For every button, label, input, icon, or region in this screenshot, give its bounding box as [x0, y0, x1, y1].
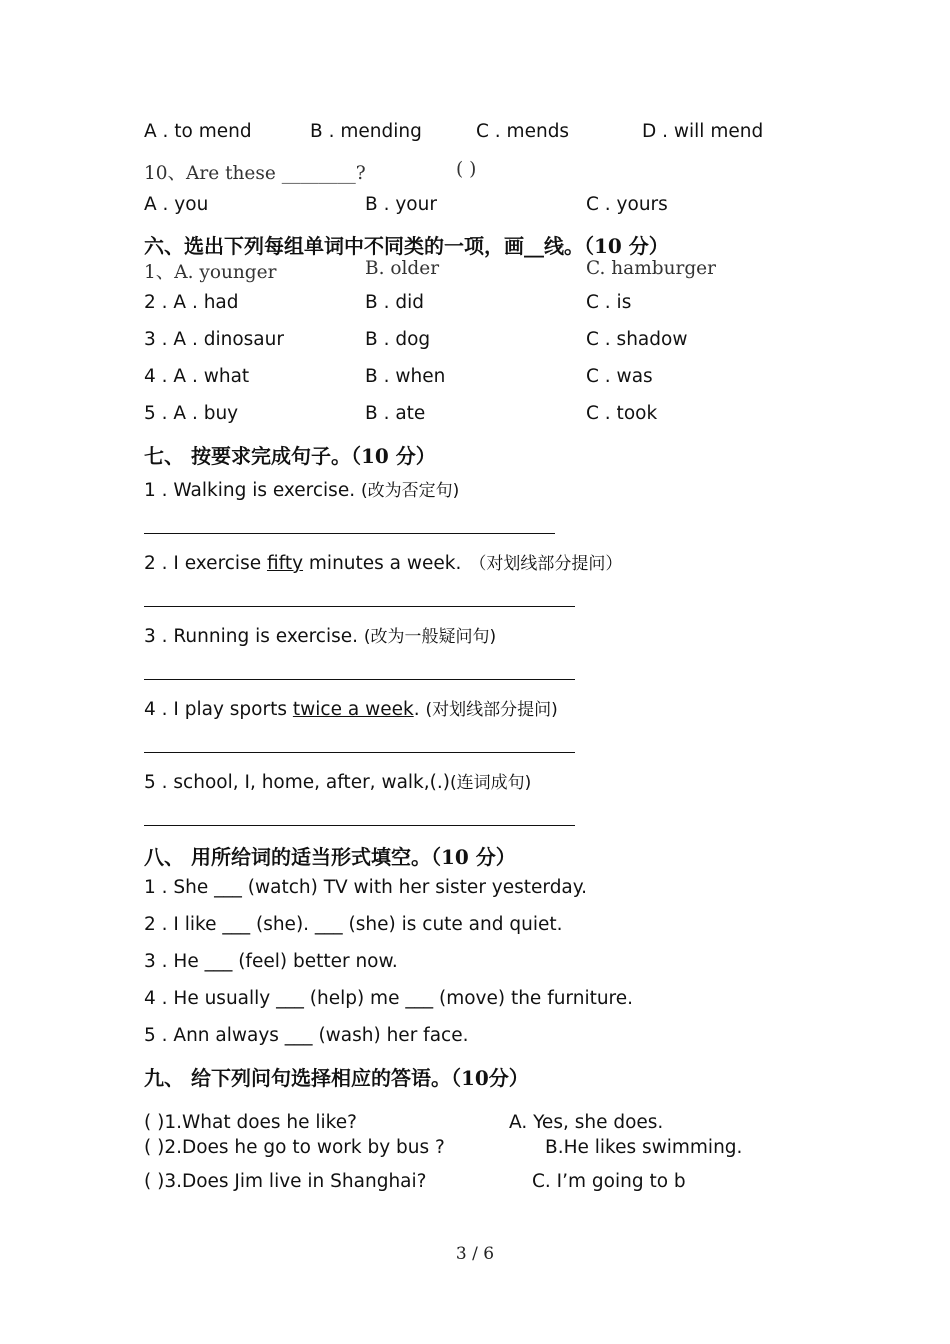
s7-q2-post: minutes a week.: [303, 553, 462, 574]
s7-q4-answer-line: [144, 752, 575, 753]
page-number: 3 / 6: [455, 1244, 495, 1264]
s7-q3-answer-line: [144, 679, 575, 680]
q9-option-c: C . mends: [476, 121, 570, 142]
s6-row2-a: 2 . A . had: [144, 292, 239, 313]
s9-q2: ( )2.Does he go to work by bus ?: [144, 1137, 445, 1158]
s8-item-5: 5 . Ann always ___ (wash) her face.: [144, 1025, 469, 1046]
q10-answer-paren: ( ): [456, 159, 477, 180]
s7-q1-text: 1 . Walking is exercise.: [144, 480, 361, 501]
s7-q5: [144, 768, 531, 793]
section9-heading: 九、 给下列问句选择相应的答语。（10分）: [144, 1066, 529, 1090]
section6-heading: 六、选出下列每组单词中不同类的一项，画__线。（10 分）: [144, 234, 669, 258]
s7-q3: [144, 622, 496, 647]
q9-option-a: A . to mend: [144, 121, 252, 142]
s7-q4-note: (对划线部分提问): [425, 700, 558, 720]
s7-q3-note: (改为一般疑问句): [363, 627, 497, 647]
s6-row3-c: C . shadow: [586, 329, 688, 350]
s7-q4-post: .: [413, 699, 426, 720]
s6-row4-c: C . was: [586, 366, 653, 387]
s6-row2-b: B . did: [365, 292, 424, 313]
s7-q4-underlined: twice a week: [292, 699, 414, 720]
section8-heading: 八、 用所给词的适当形式填空。（10 分）: [144, 845, 516, 869]
s7-q5-note: (连词成句): [449, 773, 532, 793]
s7-q1: [144, 476, 459, 501]
q10-option-a: A . you: [144, 194, 209, 215]
s7-q2-answer-line: [144, 606, 575, 607]
s7-q2-pre: 2 . I exercise: [144, 553, 267, 574]
s6-row2-c: C . is: [586, 292, 632, 313]
section7-heading: 七、 按要求完成句子。（10 分）: [144, 444, 436, 468]
s7-q2-note: （对划线部分提问）: [469, 554, 623, 574]
s7-q2: [144, 549, 622, 574]
s6-row5-c: C . took: [586, 403, 658, 424]
s9-answer-b: B.He likes swimming.: [545, 1137, 743, 1158]
s8-item-3: 3 . He ___ (feel) better now.: [144, 951, 398, 972]
s6-row3-a: 3 . A . dinosaur: [144, 329, 284, 350]
q9-option-d: D . will mend: [642, 121, 764, 142]
s6-row1-a: 1、A. younger: [144, 262, 277, 283]
s7-q4-pre: 4 . I play sports: [144, 699, 293, 720]
s7-q5-answer-line: [144, 825, 575, 826]
s9-answer-a: A. Yes, she does.: [509, 1112, 664, 1133]
s7-q3-text: 3 . Running is exercise.: [144, 626, 364, 647]
s7-q4: [144, 695, 558, 720]
s9-answer-c: C. I’m going to b: [532, 1171, 686, 1192]
q10-option-b: B . your: [365, 194, 437, 215]
s8-item-1: 1 . She ___ (watch) TV with her sister yesterday.: [144, 877, 587, 898]
s6-row5-b: B . ate: [365, 403, 426, 424]
s8-item-4: 4 . He usually ___ (help) me ___ (move) the furniture.: [144, 988, 634, 1009]
s6-row1-c: C. hamburger: [586, 258, 716, 279]
s6-row1-b: B. older: [365, 258, 440, 279]
s7-q5-text: 5 . school, I, home, after, walk,(.): [144, 772, 450, 793]
s7-q2-underlined: fifty: [266, 553, 304, 574]
s6-row3-b: B . dog: [365, 329, 431, 350]
s6-row4-b: B . when: [365, 366, 446, 387]
s8-item-2: 2 . I like ___ (she). ___ (she) is cute and quiet.: [144, 914, 563, 935]
q9-option-b: B . mending: [310, 121, 422, 142]
s9-q3: ( )3.Does Jim live in Shanghai?: [144, 1171, 427, 1192]
s6-row5-a: 5 . A . buy: [144, 403, 239, 424]
s6-row4-a: 4 . A . what: [144, 366, 250, 387]
s7-q1-note: (改为否定句): [360, 481, 460, 501]
q10-stem: 10、Are these ________?: [144, 163, 366, 184]
s7-q1-answer-line: [144, 533, 555, 534]
s9-q1: ( )1.What does he like?: [144, 1112, 357, 1133]
q10-option-c: C . yours: [586, 194, 668, 215]
